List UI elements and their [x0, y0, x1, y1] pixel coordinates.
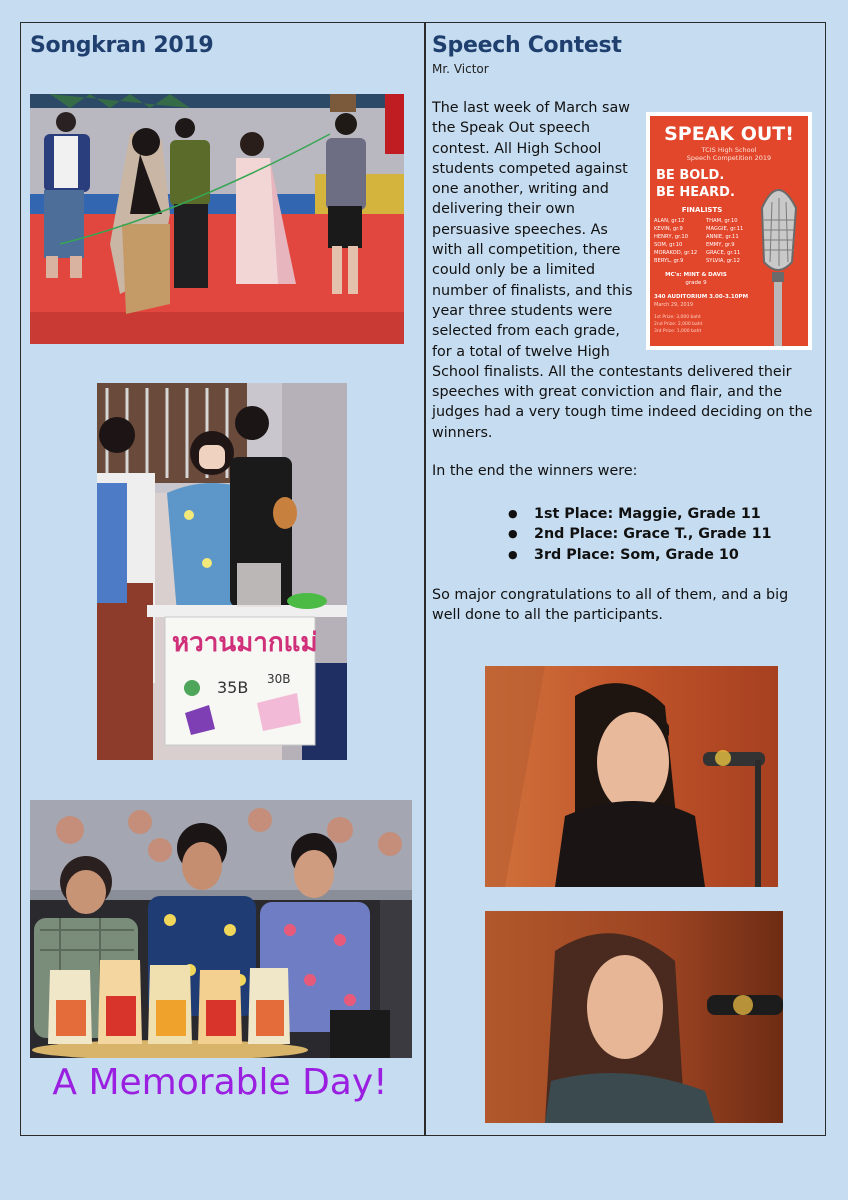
poster-prize-3: 3rd Prize: 1,000 baht [654, 329, 702, 334]
speaker-1-photo [485, 666, 778, 887]
column-divider [424, 22, 426, 1136]
speaker-2-photo [485, 911, 783, 1123]
poster-finalist: MORAKOD, gr.12 [654, 250, 698, 256]
author-byline: Mr. Victor [432, 62, 489, 76]
poster-slogan-2: BE HEARD. [656, 185, 735, 200]
dessert-stall-photo [97, 383, 347, 760]
poster-slogan-1: BE BOLD. [656, 168, 725, 183]
poster-mcs-grade: grade 9 [685, 280, 707, 286]
teachers-seated-photo [30, 800, 412, 1058]
poster-finalist: EMMY, gr.9 [706, 242, 735, 248]
speech-contest-title: Speech Contest [432, 33, 622, 58]
winner-list-item: ● 3rd Place: Som, Grade 10 [508, 545, 771, 565]
poster-headline: SPEAK OUT! [664, 123, 794, 145]
poster-prize-2: 2nd Prize: 2,000 baht [654, 322, 703, 327]
poster-finalist: SYLVIA, gr.12 [706, 258, 740, 264]
poster-finalist: GRACE, gr.11 [706, 250, 741, 256]
poster-mcs: MC's: MINT & DAVIS [665, 272, 727, 278]
winner-list-item: ● 2nd Place: Grace T., Grade 11 [508, 524, 771, 544]
poster-finalist: KEVIN, gr.9 [654, 226, 683, 232]
article-paragraph-1-text: The last week of March saw the Speak Out speech contest. All High School students competed against one another, writing and delivering their own persuasive speeches. As with all competition, there could only be a limited number of finalists, and this year three students were selected from each grade, for a total of twelve High School finalists. All the contestants delivered their speeches with great conviction and flair, and the judges had a very tough time indeed deciding on the winners. [432, 100, 813, 441]
article-paragraph-2: In the end the winners were: [432, 463, 638, 479]
poster-finalist: THAM, gr.10 [706, 218, 738, 224]
dessert-sign-text: หวานมากแม่ [172, 628, 318, 658]
poster-date: March 29, 2019 [654, 302, 694, 308]
dessert-price-1: 35B [217, 678, 249, 697]
poster-venue: 340 AUDITORIUM 3.00-3.10PM [654, 294, 749, 300]
winners-list [508, 504, 771, 565]
songkran-title: Songkran 2019 [30, 33, 214, 58]
poster-finalist: MAGGIE, gr.11 [706, 226, 744, 232]
poster-finalist: SOM, gr.10 [654, 242, 683, 248]
poster-event: Speech Competition 2019 [686, 154, 772, 162]
poster-finalist: HENRY, gr.10 [654, 234, 688, 240]
poster-finalist: ALAN, gr.12 [654, 218, 685, 224]
poster-finalist: ANNIE, gr.11 [706, 234, 739, 240]
memorable-day-caption: A Memorable Day! [52, 1062, 388, 1103]
students-jump-rope-photo [30, 94, 404, 344]
poster-school: TCIS High School [701, 146, 757, 154]
article-paragraph-1 [432, 98, 818, 443]
dessert-price-2: 30B [267, 672, 291, 686]
speak-out-poster [646, 112, 812, 350]
winner-list-item: ● 1st Place: Maggie, Grade 11 [508, 504, 771, 524]
poster-prize-1: 1st Prize: 3,000 baht [654, 315, 701, 320]
poster-finalist: BERYL, gr.9 [654, 258, 684, 264]
article-paragraph-3: So major congratulations to all of them, and a big well done to all the participants. [432, 587, 789, 624]
poster-finalists-heading: FINALISTS [681, 206, 723, 214]
